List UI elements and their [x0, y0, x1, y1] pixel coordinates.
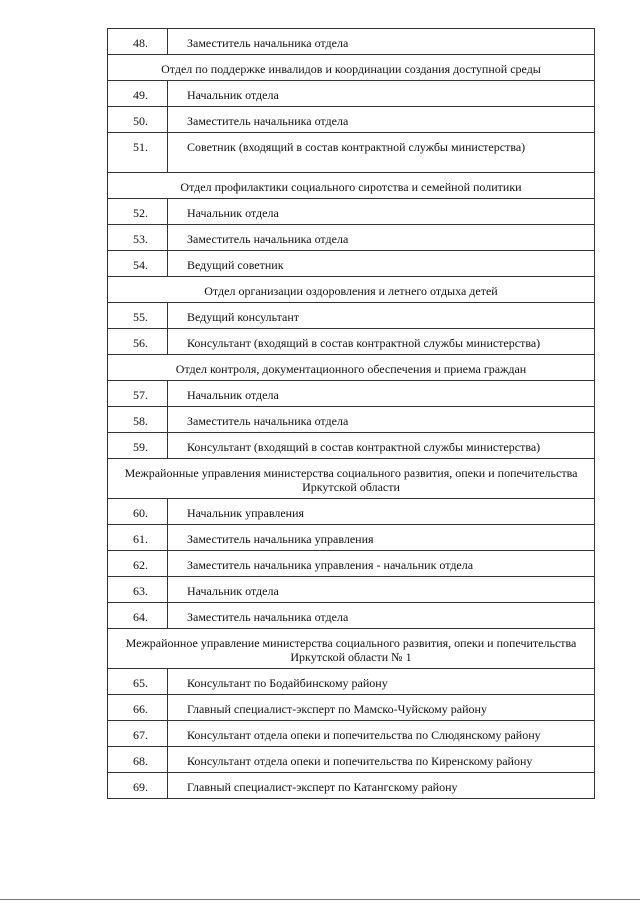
row-number: 65. — [108, 669, 168, 695]
table-row — [108, 225, 595, 251]
table-row — [108, 29, 595, 55]
row-number: 49. — [108, 81, 168, 107]
position-title: Главный специалист-эксперт по Катангскому району — [168, 773, 595, 799]
position-title: Заместитель начальника отдела — [168, 29, 595, 55]
table-row — [108, 551, 595, 577]
position-title: Заместитель начальника отдела — [168, 107, 595, 133]
position-title: Консультант отдела опеки и попечительства по Киренскому району — [168, 747, 595, 773]
section-title: Отдел организации оздоровления и летнего отдыха детей — [108, 277, 595, 303]
section-header-row — [108, 629, 595, 669]
row-number: 55. — [108, 303, 168, 329]
table-row — [108, 199, 595, 225]
position-title: Начальник отдела — [168, 577, 595, 603]
table-row — [108, 669, 595, 695]
position-title: Консультант (входящий в состав контрактной службы министерства) — [168, 329, 595, 355]
table-row — [108, 747, 595, 773]
position-title: Начальник отдела — [168, 381, 595, 407]
row-number: 67. — [108, 721, 168, 747]
table-row — [108, 133, 595, 173]
row-number: 64. — [108, 603, 168, 629]
section-title: Отдел по поддержке инвалидов и координации создания доступной среды — [108, 55, 595, 81]
position-title: Заместитель начальника управления - начальник отдела — [168, 551, 595, 577]
row-number: 68. — [108, 747, 168, 773]
row-number: 57. — [108, 381, 168, 407]
row-number: 63. — [108, 577, 168, 603]
row-number: 58. — [108, 407, 168, 433]
table-row — [108, 303, 595, 329]
position-title: Заместитель начальника отдела — [168, 407, 595, 433]
section-title: Межрайонные управления министерства социального развития, опеки и попечительства Иркутской области — [108, 459, 595, 499]
section-title: Отдел профилактики социального сиротства и семейной политики — [108, 173, 595, 199]
section-title: Межрайонное управление министерства социального развития, опеки и попечительства Иркутской области № 1 — [108, 629, 595, 669]
position-title: Начальник отдела — [168, 81, 595, 107]
table-row — [108, 107, 595, 133]
row-number: 66. — [108, 695, 168, 721]
position-title: Заместитель начальника управления — [168, 525, 595, 551]
table-row — [108, 577, 595, 603]
table-row — [108, 773, 595, 799]
position-title: Ведущий консультант — [168, 303, 595, 329]
table-row — [108, 721, 595, 747]
table-row — [108, 433, 595, 459]
position-title: Заместитель начальника отдела — [168, 603, 595, 629]
section-header-row — [108, 355, 595, 381]
row-number: 52. — [108, 199, 168, 225]
table-row — [108, 603, 595, 629]
position-title: Заместитель начальника отдела — [168, 225, 595, 251]
row-number: 69. — [108, 773, 168, 799]
position-title: Советник (входящий в состав контрактной службы министерства) — [168, 133, 595, 173]
section-header-row — [108, 459, 595, 499]
section-header-row — [108, 55, 595, 81]
position-title: Консультант (входящий в состав контрактной службы министерства) — [168, 433, 595, 459]
position-title: Начальник управления — [168, 499, 595, 525]
page-bottom-rule — [0, 899, 640, 900]
section-header-row — [108, 173, 595, 199]
row-number: 53. — [108, 225, 168, 251]
table-row — [108, 381, 595, 407]
section-title: Отдел контроля, документационного обеспечения и приема граждан — [108, 355, 595, 381]
row-number: 50. — [108, 107, 168, 133]
position-title: Главный специалист-эксперт по Мамско-Чуйскому району — [168, 695, 595, 721]
table-row — [108, 81, 595, 107]
position-title: Начальник отдела — [168, 199, 595, 225]
positions-table-body — [108, 29, 595, 799]
row-number: 60. — [108, 499, 168, 525]
table-row — [108, 407, 595, 433]
row-number: 48. — [108, 29, 168, 55]
table-row — [108, 525, 595, 551]
row-number: 51. — [108, 133, 168, 173]
table-row — [108, 499, 595, 525]
row-number: 59. — [108, 433, 168, 459]
position-title: Консультант отдела опеки и попечительства по Слюдянскому району — [168, 721, 595, 747]
section-header-row — [108, 277, 595, 303]
table-row — [108, 329, 595, 355]
positions-table — [107, 28, 595, 799]
table-row — [108, 695, 595, 721]
position-title: Консультант по Бодайбинскому району — [168, 669, 595, 695]
table-row — [108, 251, 595, 277]
row-number: 61. — [108, 525, 168, 551]
row-number: 56. — [108, 329, 168, 355]
row-number: 62. — [108, 551, 168, 577]
row-number: 54. — [108, 251, 168, 277]
position-title: Ведущий советник — [168, 251, 595, 277]
